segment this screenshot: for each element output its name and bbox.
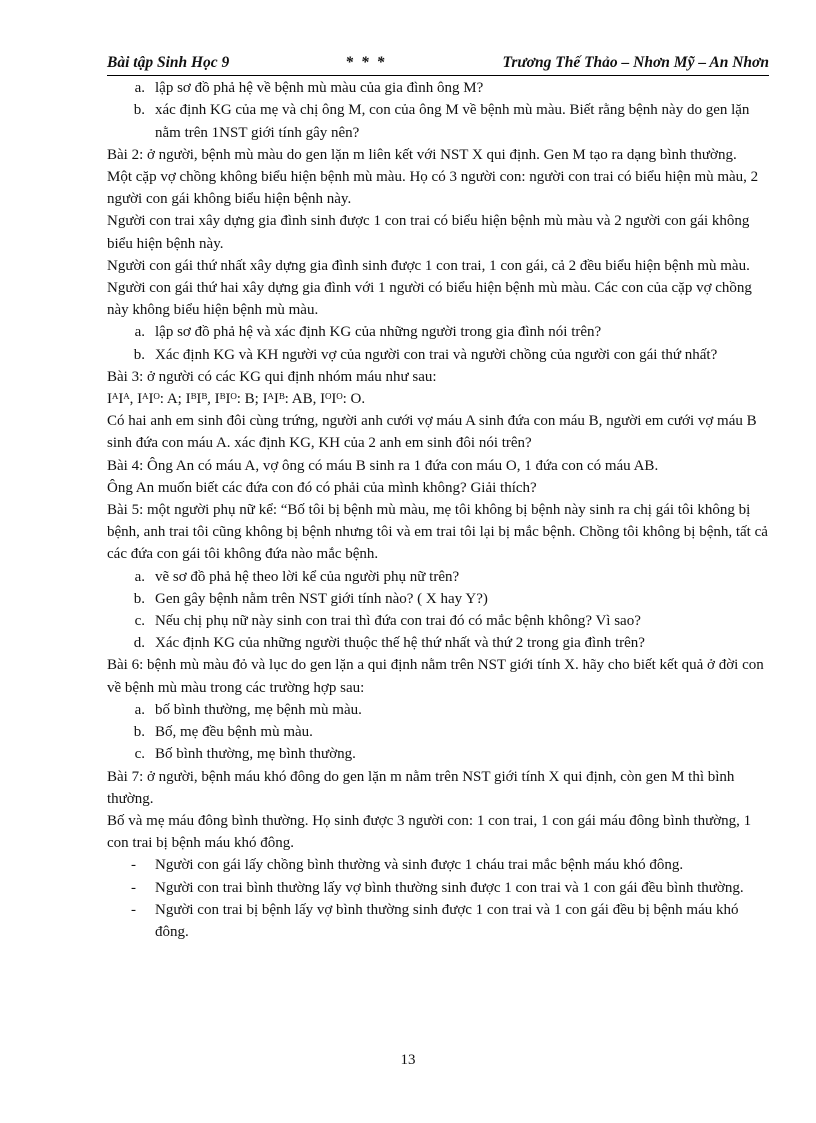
list-item [107, 344, 769, 366]
list-item-text: Người con trai bình thường lấy vợ bình thường sinh được 1 con trai và 1 con gái đều bình thường. [155, 879, 744, 896]
dash-item [107, 899, 769, 943]
list-item [107, 99, 769, 143]
list-marker: c. [134, 746, 145, 763]
list-marker: b. [133, 724, 145, 741]
paragraph: Bài 7: ở người, bệnh máu khó đông do gen lặn m nằm trên NST giới tính X qui định, còn gen M thì bình thường. [107, 768, 735, 807]
dash-item [107, 877, 769, 899]
paragraph: Ông An muốn biết các đứa con đó có phải của mình không? Giải thích? [107, 479, 537, 496]
list-marker: a. [134, 568, 145, 585]
list-item-text: Người con gái lấy chồng bình thường và sinh được 1 cháu trai mắc bệnh máu khó đông. [155, 857, 684, 874]
list-marker: - [131, 901, 136, 918]
header-left: Bài tập Sinh Học 9 [107, 54, 230, 71]
list-item [107, 566, 769, 588]
list-item [107, 610, 769, 632]
list-marker: - [131, 879, 136, 896]
page-number: 13 [400, 1052, 416, 1068]
paragraph: Có hai anh em sinh đôi cùng trứng, người anh cưới vợ máu A sinh đứa con máu B, người em cưới vợ máu B sinh đứa con máu A. xác định KG, KH của 2 anh em sinh đôi nói trên? [107, 413, 757, 452]
list-item [107, 699, 769, 721]
list-item-text: lập sơ đồ phả hệ về bệnh mù màu của gia đình ông M? [155, 80, 484, 97]
list-item-text: lập sơ đồ phả hệ và xác định KG của những người trong gia đình nói trên? [155, 324, 602, 341]
page-content [107, 77, 769, 943]
paragraph: Bài 4: Ông An có máu A, vợ ông có máu B sinh ra 1 đứa con máu O, 1 đứa con có máu AB. [107, 457, 659, 474]
list-marker: a. [134, 80, 145, 97]
paragraph: Người con trai xây dựng gia đình sinh được 1 con trai có biểu hiện bệnh mù màu và 2 người con gái không biểu hiện bệnh này. [107, 213, 750, 252]
paragraph: Bố và mẹ máu đông bình thường. Họ sinh được 3 người con: 1 con trai, 1 con gái máu đông bình thường, 1 con trai bị bệnh máu khó đông. [107, 812, 752, 852]
paragraph: Người con gái thứ nhất xây dựng gia đình sinh được 1 con trai, 1 con gái, cả 2 đều biểu hiện bệnh mù màu. [107, 257, 750, 274]
list-item [107, 77, 769, 99]
list-marker: - [131, 857, 136, 874]
list-item [107, 632, 769, 654]
header-right: Trương Thế Thảo – Nhơn Mỹ – An Nhơn [502, 54, 769, 71]
list-marker: b. [133, 346, 145, 363]
paragraph: IᴬIᴬ, IᴬIᴼ: A; IᴮIᴮ, IᴮIᴼ: B; IᴬIᴮ: AB, IᴼIᴼ: O. [107, 391, 366, 408]
paragraph: Bài 6: bệnh mù màu đỏ và lục do gen lặn a qui định nằm trên NST giới tính X. hãy cho biết kết quả ở đời con về bệnh mù màu trong các trường hợp sau: [107, 657, 764, 696]
paragraph: Bài 2: ở người, bệnh mù màu do gen lặn m liên kết với NST X qui định. Gen M tạo ra dạng bình thường. [107, 146, 737, 163]
list-marker: c. [134, 613, 145, 630]
list-item-text: xác định KG của mẹ và chị ông M, con của ông M về bệnh mù màu. Biết rằng bệnh này do gen lặn nằm trên 1NST giới tính gây nên? [155, 102, 750, 141]
list-marker: d. [133, 635, 145, 652]
list-marker: b. [133, 590, 145, 607]
list-marker: b. [133, 102, 145, 119]
list-marker: a. [134, 701, 145, 718]
page-header [107, 52, 769, 76]
list-item [107, 743, 769, 765]
list-item-text: Gen gây bệnh nằm trên NST giới tính nào? ( X hay Y?) [155, 590, 488, 607]
list-item-text: Bố, mẹ đều bệnh mù màu. [155, 724, 313, 741]
list-item-text: vẽ sơ đồ phả hệ theo lời kể của người phụ nữ trên? [155, 568, 460, 585]
list-item [107, 588, 769, 610]
paragraph: Bài 5: một người phụ nữ kể: “Bố tôi bị bệnh mù màu, mẹ tôi không bị bệnh này sinh ra chị gái tôi không bị bệnh, anh trai tôi cũng không bị bệnh nhưng tôi và em trai tôi lại bị mắc bệnh. Chồng tôi không bị bệnh, tất cả các đứa con gái tôi không đứa nào mắc bệnh. [107, 502, 768, 563]
list-item-text: bố bình thường, mẹ bệnh mù màu. [155, 701, 362, 718]
list-item-text: Người con trai bị bệnh lấy vợ bình thường sinh được 1 con trai và 1 con gái đều bị bệnh máu khó đông. [155, 901, 739, 940]
list-marker: a. [134, 324, 145, 341]
paragraph: Bài 3: ở người có các KG qui định nhóm máu như sau: [107, 368, 437, 385]
header-center: * * * [345, 54, 387, 71]
list-item [107, 321, 769, 343]
document-page [107, 52, 769, 943]
paragraph: Một cặp vợ chồng không biểu hiện bệnh mù màu. Họ có 3 người con: người con trai có biểu hiện mù màu, 2 người con gái không biểu hiện bệnh này. [107, 169, 759, 208]
list-item-text: Xác định KG và KH người vợ của người con trai và người chồng của người con gái thứ nhất? [155, 346, 718, 363]
list-item [107, 721, 769, 743]
paragraph: Người con gái thứ hai xây dựng gia đình với 1 người có biểu hiện bệnh mù màu. Các con của cặp vợ chồng này không biểu hiện bệnh mù màu. [107, 280, 752, 319]
list-item-text: Xác định KG của những người thuộc thế hệ thứ nhất và thứ 2 trong gia đình trên? [155, 635, 645, 652]
list-item-text: Bố bình thường, mẹ bình thường. [155, 746, 356, 763]
dash-item [107, 854, 769, 876]
list-item-text: Nếu chị phụ nữ này sinh con trai thì đứa con trai đó có mắc bệnh không? Vì sao? [155, 613, 641, 630]
